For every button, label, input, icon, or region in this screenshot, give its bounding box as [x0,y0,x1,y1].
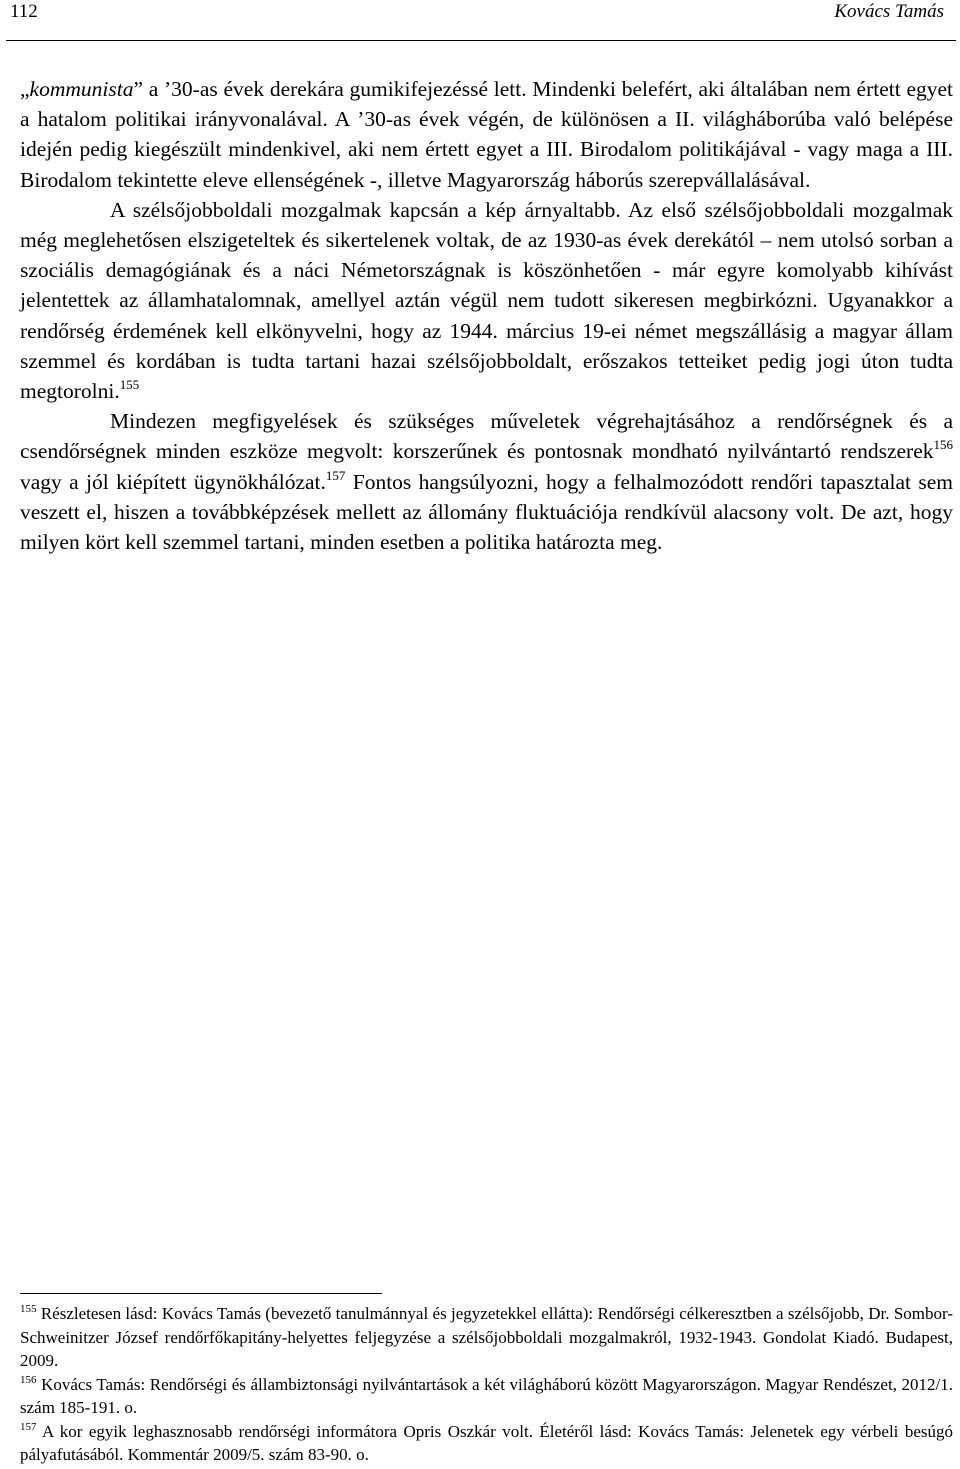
footnote-number: 157 [20,1420,37,1433]
paragraph-2 [20,195,953,406]
footnote-number: 155 [20,1303,37,1315]
footnote-ref-157[interactable]: 157 [325,467,346,483]
footnote-156 [20,1373,953,1420]
footnote-157 [20,1420,953,1467]
footnote-text: A kor egyik leghasznosabb rendőrségi informátora Opris Oszkár volt. Életéről lásd: Kovács Tamás: Jelenetek egy vérbeli besúgó pályafutásából. Kommentár 2009/5. szám 83-90. o. [20,1421,953,1464]
footnote-ref-155[interactable]: 155 [119,377,140,393]
paragraph-3-text-c: Fontos hangsúlyozni, hogy a felhalmozódott rendőri tapasztalat sem veszett el, hiszen a továbbképzések mellett az állomány fluktuációja rendkívül alacsony volt. De azt, hogy milyen kört kell szemmel tartani, minden esetben a politika határozta meg. [20,469,953,555]
body-text [20,74,953,557]
page-number: 112 [10,1,38,22]
footnote-ref-156[interactable]: 156 [933,437,953,453]
footnote-text: Kovács Tamás: Rendőrségi és állambiztonsági nyilvántartások a két világháború között Magyarországon. Magyar Rendészet, 2012/1. szám 185-191. o. [20,1374,953,1417]
footnote-rule [20,1293,382,1294]
page-header [0,0,960,40]
paragraph-1 [20,74,953,195]
footnotes [20,1302,953,1467]
footnote-number: 156 [20,1373,37,1386]
paragraph-1-text: ” a ’30-as évek derekára gumikifejezéssé lett. Mindenki belefért, aki általában nem értett egyet a hatalom politikai irányvonalával. A ’30-as évek végén, de különösen a II. világháborúba való belépése idején pedig kiegészült mindenkivel, aki nem értett egyet a III. Birodalom politikájával - vagy maga a III. Birodalom tekintette eleve ellenségének -, illetve Magyarország háborús szerepvállalásával. [20,77,953,192]
italic-term: kommunista [29,77,134,101]
paragraph-3-text-b: vagy a jól kiépített ügynökhálózat. [20,469,326,494]
paragraph-2-text: A szélsőjobboldali mozgalmak kapcsán a kép árnyaltabb. Az első szélsőjobboldali mozgalmak még meglehetősen elszigeteltek és sikertelenek voltak, de az 1930-as évek derekától – nem utolsó sorban a szociális demagógiának és a náci Németországnak is köszönhetően - már egyre komolyabb kihívást jelentettek az államhatalomnak, amellyel aztán végül nem tudott sikeresen megbirkózni. Ugyanakkor a rendőrség érdemének kell elkönyvelni, hogy az 1944. március 19-ei német megszállásig a magyar állam szemmel és kordában is tudta tartani hazai szélsőjobboldalt, erőszakos tetteiket pedig jogi úton tudta megtorolni. [20,197,953,404]
header-rule [6,40,956,41]
opening-quote: „ [20,77,30,101]
running-head-author: Kovács Tamás [834,1,944,22]
paragraph-3-text-a: Mindezen megfigyelések és szükséges műveletek végrehajtásához a rendőrségnek és a csendőrségnek minden eszköze megvolt: korszerűnek és pontosnak mondható nyilvántartó rendszerek [20,409,953,464]
footnote-155 [20,1302,953,1373]
paragraph-3 [20,406,953,557]
footnote-text: Részletesen lásd: Kovács Tamás (bevezető tanulmánnyal és jegyzetekkel ellátta): Rendőrségi célkeresztben a szélsőjobb, Dr. Sombor-Schweinitzer József rendőrfőkapitány-helyettes feljegyzése a szélsőjobboldali mozgalmakról, 1932-1943. Gondolat Kiadó. Budapest, 2009. [20,1304,953,1370]
